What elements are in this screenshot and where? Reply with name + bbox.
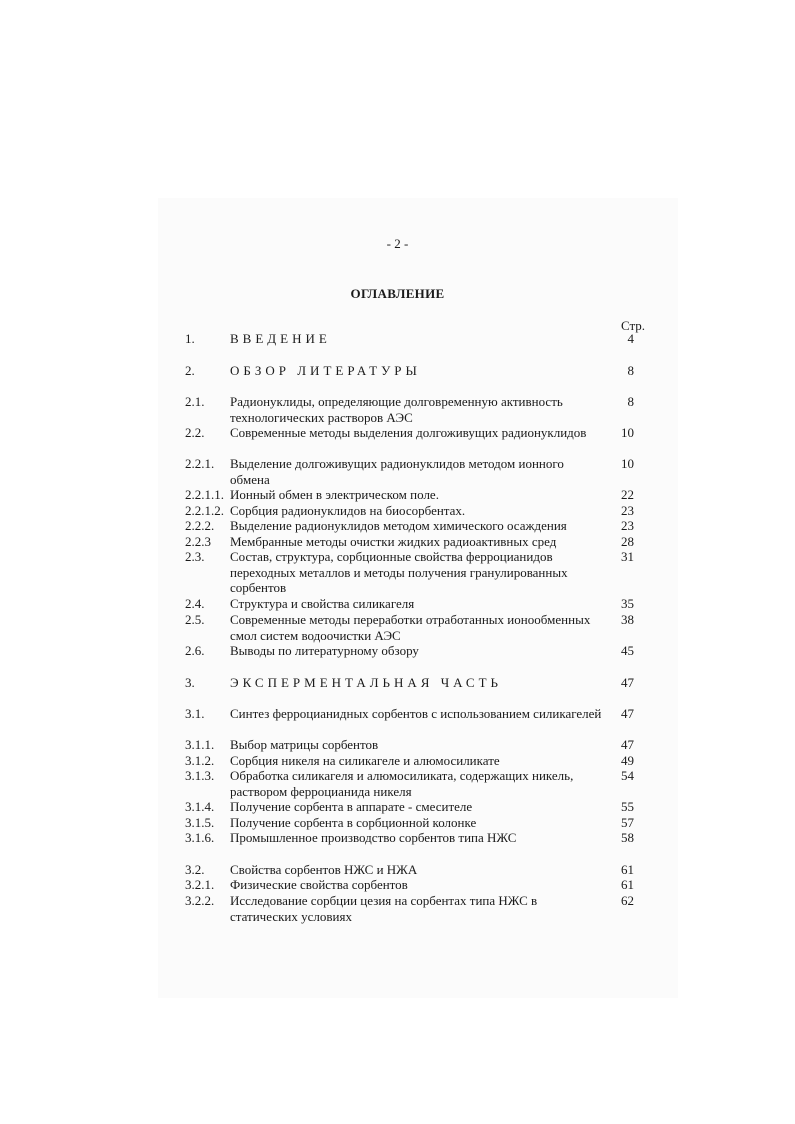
entry-title: ЭКСПЕРМЕНТАЛЬНАЯ ЧАСТЬ <box>230 675 502 690</box>
entry-page: 62 <box>621 893 634 908</box>
entry-page: 47 <box>621 737 634 752</box>
entry-title: Физические свойства сорбентов <box>230 877 408 892</box>
entry-number: 2.2.3 <box>185 534 211 549</box>
entry-title: Сорбция радионуклидов на биосорбентах. <box>230 503 466 518</box>
entry-title: Свойства сорбентов НЖС и НЖА <box>230 862 418 877</box>
entry-title: Структура и свойства силикагеля <box>230 596 415 611</box>
entry-page: 49 <box>621 753 634 768</box>
entry-page: 45 <box>621 643 634 658</box>
entry-number: 2.2.1.2. <box>185 503 224 518</box>
entry-page: 23 <box>621 518 634 533</box>
entry-title: Сорбция никеля на силикагеле и алюмосиликате <box>230 753 500 768</box>
entry-number: 3.1.3. <box>185 768 215 783</box>
entry-title: Современные методы переработки отработанных ионообменных смол систем водоочистки АЭС <box>230 612 591 643</box>
entry-page: 31 <box>621 549 634 564</box>
entry-number: 2.5. <box>185 612 205 627</box>
entry-number: 3.2.1. <box>185 877 215 892</box>
entry-title: ОБЗОР ЛИТЕРАТУРЫ <box>230 363 421 378</box>
entry-title: Исследование сорбции цезия на сорбентах типа НЖС в статических условиях <box>230 893 538 924</box>
page-column-label: Стр. <box>620 318 646 333</box>
entry-number: 2.6. <box>185 643 205 658</box>
entry-number: 2. <box>185 363 195 378</box>
entry-page: 57 <box>621 815 634 830</box>
entry-page: 55 <box>621 799 634 814</box>
entry-page: 8 <box>627 394 634 409</box>
entry-number: 2.2.2. <box>185 518 215 533</box>
page-number: - 2 - <box>386 236 409 251</box>
entry-page: 23 <box>621 503 634 518</box>
entry-title: Современные методы выделения долгоживущих радионуклидов <box>230 425 587 440</box>
entry-page: 61 <box>621 862 634 877</box>
entry-number: 2.1. <box>185 394 205 409</box>
entry-page: 10 <box>621 456 634 471</box>
entry-title: Получение сорбента в аппарате - смесителе <box>230 799 473 814</box>
entry-page: 22 <box>621 487 634 502</box>
entry-title: Выделение радионуклидов методом химического осаждения <box>230 518 567 533</box>
entry-number: 3.1. <box>185 706 205 721</box>
entry-page: 4 <box>627 331 634 346</box>
entry-page: 47 <box>621 706 634 721</box>
entry-title: ВВЕДЕНИЕ <box>230 331 331 346</box>
entry-title: Выбор матрицы сорбентов <box>230 737 379 752</box>
entry-number: 3.1.1. <box>185 737 215 752</box>
entry-page: 54 <box>621 768 634 783</box>
entry-title: Промышленное производство сорбентов типа НЖС <box>230 830 517 845</box>
entry-page: 28 <box>621 534 634 549</box>
entry-title: Выводы по литературному обзору <box>230 643 419 658</box>
entry-title: Радионуклиды, определяющие долговременную активность технологических растворов АЭС <box>230 394 563 425</box>
entry-page: 8 <box>627 363 634 378</box>
entry-number: 2.3. <box>185 549 205 564</box>
entry-number: 3.2.2. <box>185 893 215 908</box>
entry-number: 3. <box>185 675 195 690</box>
entry-title: Мембранные методы очистки жидких радиоактивных сред <box>230 534 557 549</box>
entry-title: Обработка силикагеля и алюмосиликата, содержащих никель, раствором ферроцианида никеля <box>230 768 574 799</box>
entry-page: 61 <box>621 877 634 892</box>
entry-page: 58 <box>621 830 634 845</box>
entry-title: Получение сорбента в сорбционной колонке <box>230 815 477 830</box>
entry-page: 47 <box>621 675 634 690</box>
entry-number: 3.2. <box>185 862 205 877</box>
entry-page: 10 <box>621 425 634 440</box>
entry-number: 1. <box>185 331 195 346</box>
toc-heading: ОГЛАВЛЕНИЕ <box>350 286 445 301</box>
entry-number: 2.4. <box>185 596 205 611</box>
entry-number: 2.2. <box>185 425 205 440</box>
entry-title: Состав, структура, сорбционные свойства ферроцианидов переходных металлов и методы получения гранулированных сорбентов <box>230 549 568 596</box>
entry-page: 35 <box>621 596 634 611</box>
entry-number: 3.1.5. <box>185 815 215 830</box>
entry-title: Ионный обмен в электрическом поле. <box>230 487 439 502</box>
entry-number: 3.1.6. <box>185 830 215 845</box>
entry-number: 3.1.4. <box>185 799 215 814</box>
entry-page: 38 <box>621 612 634 627</box>
entry-number: 2.2.1. <box>185 456 215 471</box>
entry-number: 3.1.2. <box>185 753 215 768</box>
entry-number: 2.2.1.1. <box>185 487 224 502</box>
entry-title: Синтез ферроцианидных сорбентов с использованием силикагелей <box>230 706 602 721</box>
entry-title: Выделение долгоживущих радионуклидов методом ионного обмена <box>230 456 564 487</box>
